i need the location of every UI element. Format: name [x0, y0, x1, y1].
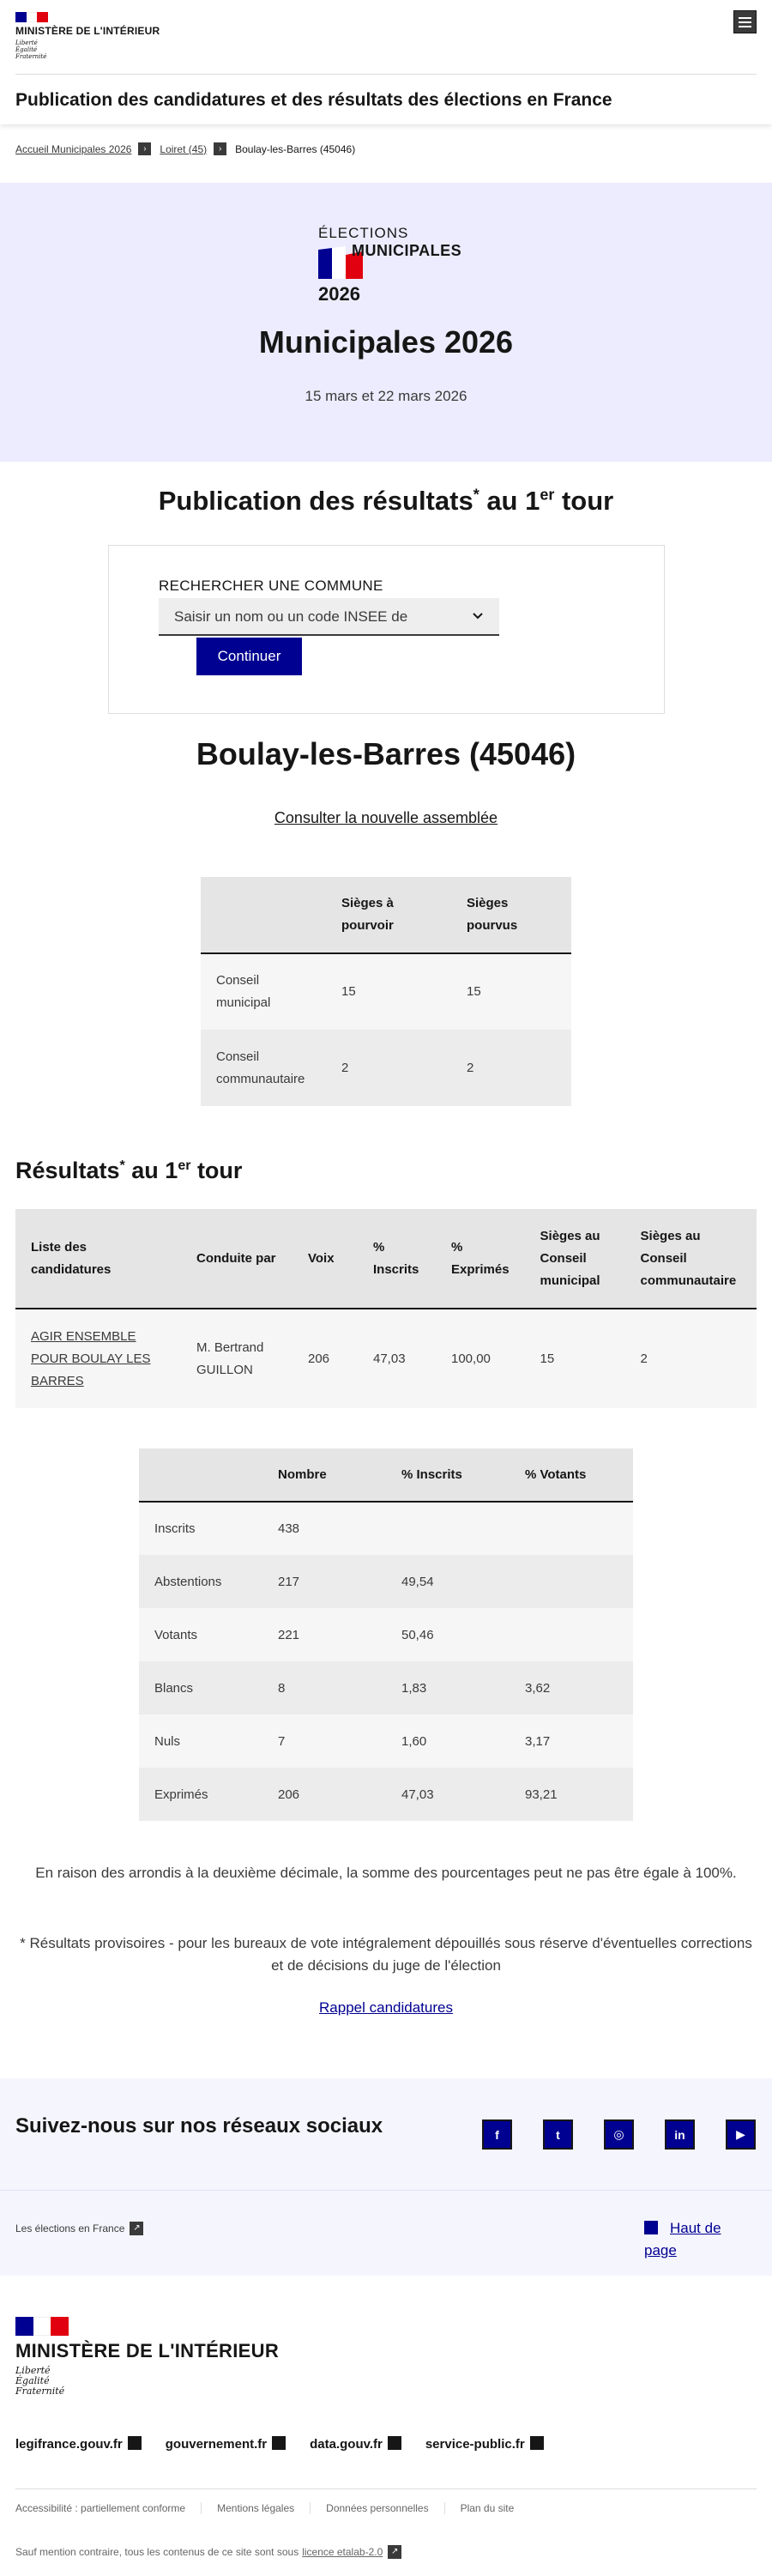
legal-links — [15, 2502, 529, 2514]
license-notice: Sauf mention contraire, tous les contenus de ce site sont sous licence etalab-2.0 ↗ — [15, 2545, 401, 2559]
breadcrumb-current: Boulay-les-Barres (45046) — [235, 142, 356, 155]
table-header: Sièges au Conseil communautaire — [625, 1209, 757, 1309]
external-link-icon — [128, 2436, 142, 2450]
youtube-icon[interactable]: ▶ — [726, 2119, 756, 2150]
table-cell: 217 — [262, 1555, 386, 1608]
external-link-icon: ↗ — [388, 2545, 401, 2559]
footer-ministry-name[interactable]: MINISTÈRE DE L'INTÉRIEUR — [15, 2340, 280, 2361]
table-header: % Inscrits — [358, 1209, 436, 1309]
table-cell — [510, 1555, 633, 1608]
breadcrumb — [15, 142, 355, 155]
table-cell: 49,54 — [386, 1555, 510, 1608]
linkedin-icon[interactable]: in — [665, 2119, 695, 2150]
table-cell: 3,17 — [510, 1714, 633, 1768]
commune-search-input[interactable]: Saisir un nom ou un code INSEE de — [159, 598, 499, 636]
table-cell: 47,03 — [358, 1309, 436, 1408]
table-cell: M. Bertrand GUILLON — [181, 1309, 293, 1408]
table-cell: 100,00 — [436, 1309, 525, 1408]
table-header: Sièges à pourvoir — [326, 877, 451, 953]
continue-button[interactable]: Continuer — [196, 638, 302, 675]
chevron-right-icon: › — [138, 142, 151, 155]
header-divider — [15, 74, 757, 75]
site-header — [0, 0, 772, 124]
site-title[interactable]: Publication des candidatures et des résultats des élections en France — [15, 90, 612, 110]
table-header — [201, 877, 326, 953]
table-row — [139, 1608, 633, 1661]
table-header-row — [139, 1448, 633, 1502]
logo-municipales-text: MUNICIPALES — [352, 242, 462, 259]
table-cell: 8 — [262, 1661, 386, 1714]
footer-divider — [15, 2488, 757, 2489]
table-header: Sièges au Conseil municipal — [525, 1209, 625, 1309]
table-cell: 15 — [525, 1309, 625, 1408]
table-header-row — [201, 877, 571, 953]
breadcrumb-home[interactable]: Accueil Municipales 2026 — [15, 142, 132, 155]
rounding-note: En raison des arrondis à la deuxième décimale, la somme des pourcentages peut ne pas être égale à 100%. — [35, 1865, 737, 1881]
table-cell — [386, 1502, 510, 1555]
table-row — [201, 1030, 571, 1106]
burger-menu-icon[interactable] — [733, 10, 757, 33]
external-link-icon: ↗ — [130, 2222, 143, 2235]
republic-motto: Liberté Égalité Fraternité — [15, 39, 47, 60]
footer-motto: Liberté Égalité Fraternité — [15, 2365, 65, 2397]
participation-table — [139, 1448, 633, 1821]
table-cell: Exprimés — [139, 1768, 262, 1821]
table-cell: 1,83 — [386, 1661, 510, 1714]
table-header: Nombre — [262, 1448, 386, 1502]
service-public-link[interactable]: service-public.fr — [425, 2436, 544, 2452]
table-row — [139, 1502, 633, 1555]
table-header: Voix — [293, 1209, 358, 1309]
list-candidacy-link[interactable]: AGIR ENSEMBLE POUR BOULAY LES BARRES — [31, 1328, 151, 1388]
publication-heading: Publication des résultats* au 1er tour — [158, 486, 614, 516]
table-cell — [510, 1502, 633, 1555]
table-cell: Blancs — [139, 1661, 262, 1714]
table-row — [139, 1661, 633, 1714]
elections-in-france-link[interactable]: Les élections en France ↗ — [15, 2222, 143, 2235]
table-cell: 438 — [262, 1502, 386, 1555]
accessibility-link[interactable]: Accessibilité : partiellement conforme — [15, 2502, 186, 2514]
table-cell: 206 — [262, 1768, 386, 1821]
back-to-top-link[interactable]: Haut de page — [644, 2220, 721, 2259]
seats-table — [201, 877, 571, 1106]
gouvernement-link[interactable]: gouvernement.fr — [166, 2436, 286, 2452]
logo-elections-text: ÉLECTIONS — [318, 225, 409, 241]
ministry-name[interactable]: MINISTÈRE DE L'INTÉRIEUR — [15, 25, 160, 37]
external-link-icon — [388, 2436, 401, 2450]
table-row — [139, 1555, 633, 1608]
table-header: Liste des candidatures — [15, 1209, 181, 1309]
facebook-icon[interactable]: f — [482, 2119, 512, 2150]
table-cell: 47,03 — [386, 1768, 510, 1821]
table-header — [139, 1448, 262, 1502]
data-gouv-link[interactable]: data.gouv.fr — [310, 2436, 401, 2452]
table-header: % Votants — [510, 1448, 633, 1502]
election-dates: 15 mars et 22 mars 2026 — [305, 388, 467, 404]
social-title: Suivez-nous sur nos réseaux sociaux — [15, 2114, 383, 2138]
twitter-icon[interactable]: t — [543, 2119, 573, 2150]
external-link-icon — [530, 2436, 544, 2450]
table-cell: 1,60 — [386, 1714, 510, 1768]
table-row — [201, 953, 571, 1030]
table-header: % Exprimés — [436, 1209, 525, 1309]
search-label: RECHERCHER UNE COMMUNE — [159, 577, 383, 594]
table-cell: 15 — [326, 953, 451, 1030]
republic-flag-logo — [15, 12, 48, 22]
table-row — [15, 1309, 757, 1408]
table-header: Conduite par — [181, 1209, 293, 1309]
legal-notice-link[interactable]: Mentions légales — [201, 2502, 310, 2514]
republic-flag-logo — [15, 2317, 69, 2336]
government-links — [15, 2436, 544, 2452]
table-cell — [15, 1309, 181, 1408]
table-cell: 15 — [451, 953, 571, 1030]
recall-candidacies-link[interactable]: Rappel candidatures — [319, 1999, 453, 2016]
table-cell: 50,46 — [386, 1608, 510, 1661]
table-cell: Abstentions — [139, 1555, 262, 1608]
table-row — [139, 1714, 633, 1768]
table-cell: 93,21 — [510, 1768, 633, 1821]
table-cell: Nuls — [139, 1714, 262, 1768]
social-divider — [0, 2190, 772, 2191]
commune-title: Boulay-les-Barres (45046) — [196, 736, 576, 771]
table-cell: 221 — [262, 1608, 386, 1661]
results-heading: Résultats* au 1er tour — [15, 1158, 243, 1183]
table-header: % Inscrits — [386, 1448, 510, 1502]
table-cell: Conseil municipal — [201, 953, 326, 1030]
external-link-icon — [272, 2436, 286, 2450]
table-cell: 2 — [451, 1030, 571, 1106]
chevron-down-icon[interactable] — [472, 610, 484, 622]
table-row — [139, 1768, 633, 1821]
license-link[interactable]: licence etalab-2.0 — [302, 2546, 383, 2558]
table-header: Sièges pourvus — [451, 877, 571, 953]
table-cell: Votants — [139, 1608, 262, 1661]
table-header-row — [15, 1209, 757, 1309]
provisional-note: * Résultats provisoires - pour les bureaux de vote intégralement dépouillés sous réserve d'éventuelles corrections et de décisions du juge de l'élection — [20, 1935, 752, 1974]
table-cell: 2 — [326, 1030, 451, 1106]
logo-year: 2026 — [318, 283, 360, 305]
new-assembly-link[interactable]: Consulter la nouvelle assemblée — [274, 809, 498, 826]
breadcrumb-department[interactable]: Loiret (45) — [160, 142, 208, 155]
chevron-right-icon: › — [214, 142, 226, 155]
table-cell: Inscrits — [139, 1502, 262, 1555]
personal-data-link[interactable]: Données personnelles — [310, 2502, 443, 2514]
table-cell: 7 — [262, 1714, 386, 1768]
table-cell: Conseil communautaire — [201, 1030, 326, 1106]
table-cell: 206 — [293, 1309, 358, 1408]
arrow-up-icon — [644, 2221, 658, 2234]
table-cell: 3,62 — [510, 1661, 633, 1714]
instagram-icon[interactable]: ◎ — [604, 2119, 634, 2150]
election-title: Municipales 2026 — [258, 324, 514, 360]
sitemap-link[interactable]: Plan du site — [444, 2502, 530, 2514]
legifrance-link[interactable]: legifrance.gouv.fr — [15, 2436, 142, 2452]
results-table — [15, 1209, 757, 1408]
table-cell — [510, 1608, 633, 1661]
table-cell: 2 — [625, 1309, 757, 1408]
